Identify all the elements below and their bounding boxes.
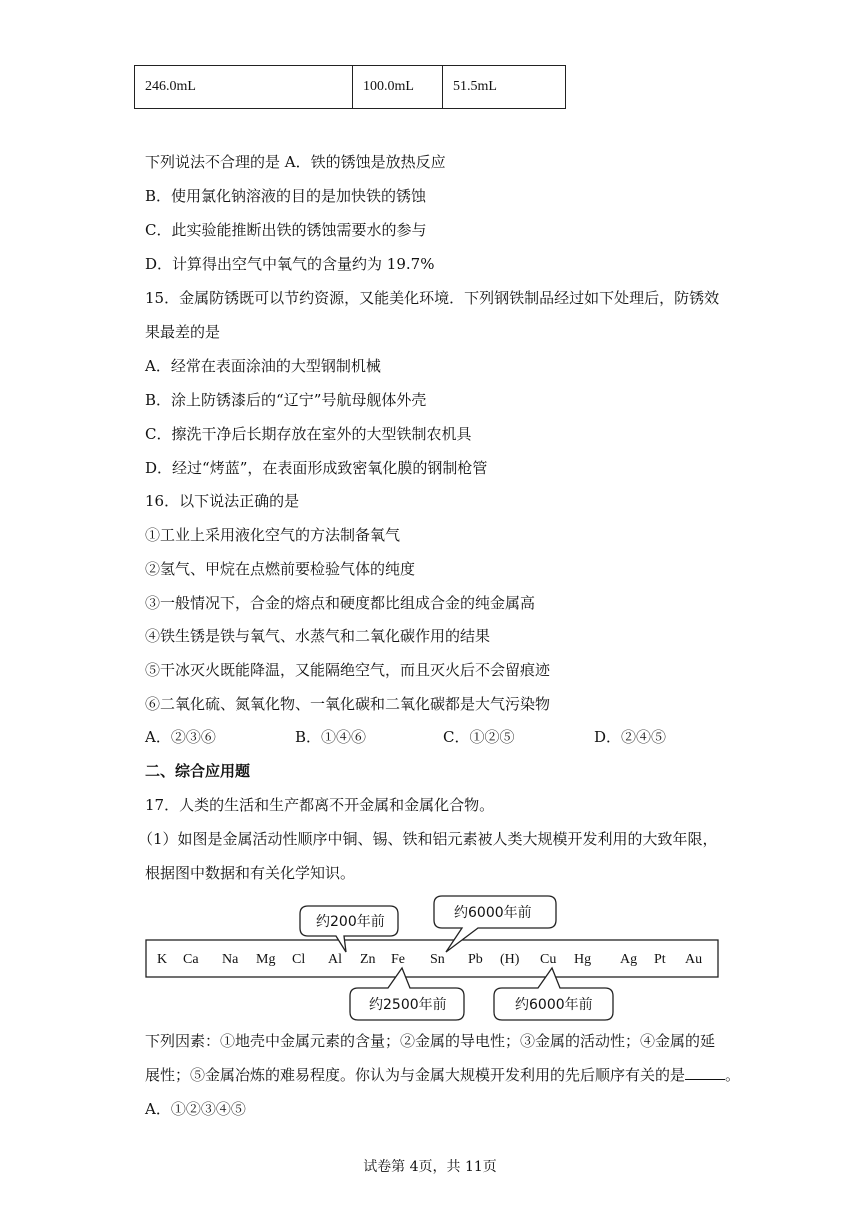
q16-option-d: D．②④⑤ (594, 728, 667, 746)
q14-option-d: D．计算得出空气中氧气的含量约为 19.7% (145, 255, 435, 273)
q16-item: ⑤干冰灭火既能降温，又能隔绝空气，而且灭火后不会留痕迹 (145, 661, 551, 679)
q16-item: ③一般情况下，合金的熔点和硬度都比组成合金的纯金属高 (145, 594, 536, 612)
q16-option-c: C．①②⑤ (443, 728, 515, 746)
q17-part1-line2: 根据图中数据和有关化学知识。 (145, 864, 356, 882)
element-label: Ag (620, 952, 638, 967)
table-cell: 51.5mL (443, 66, 566, 109)
q17-factors-line1: 下列因素：①地壳中金属元素的含量；②金属的导电性；③金属的活动性；④金属的延 (145, 1032, 716, 1050)
q15-option-c: C．擦洗干净后长期存放在室外的大型铁制农机具 (145, 425, 472, 443)
q16-item: ②氢气、甲烷在点燃前要检验气体的纯度 (145, 560, 416, 578)
element-label: Mg (256, 952, 276, 967)
q17-option-a: A．①②③④⑤ (145, 1100, 246, 1118)
answer-blank[interactable] (685, 1065, 725, 1080)
q17-factors-line2 (145, 1065, 740, 1085)
table-cell: 100.0mL (353, 66, 443, 109)
q14-option-b: B．使用氯化钠溶液的目的是加快铁的锈蚀 (145, 187, 427, 205)
element-label: Pb (468, 952, 483, 967)
section-heading: 二、综合应用题 (145, 762, 251, 780)
table-row (135, 66, 566, 109)
element-label: Sn (430, 952, 445, 967)
q17-factors-line2-text: 展性；⑤金属冶炼的难易程度。你认为与金属大规模开发利用的先后顺序有关的是 (145, 1066, 686, 1084)
page-footer: 试卷第 4页，共 11页 (363, 1159, 497, 1175)
q15-stem-line2: 果最差的是 (145, 323, 221, 341)
q15-stem-line1: 15．金属防锈既可以节约资源，又能美化环境．下列钢铁制品经过如下处理后，防锈效 (145, 289, 720, 307)
q16-stem: 16．以下说法正确的是 (145, 492, 300, 510)
element-label: Au (685, 952, 703, 967)
element-label: Zn (360, 952, 376, 967)
table-cell: 246.0mL (135, 66, 353, 109)
element-label: Al (328, 952, 342, 967)
activity-series-diagram (140, 890, 730, 1025)
element-label: Ca (183, 952, 199, 967)
q15-option-a: A．经常在表面涂油的大型钢制机械 (145, 357, 381, 375)
callout-al-label: 约200年前 (316, 914, 385, 930)
q15-option-d: D．经过“烤蓝”，在表面形成致密氧化膜的钢制枪管 (145, 459, 488, 477)
callout-cu-label: 约6000年前 (515, 997, 593, 1013)
q16-option-b: B．①④⑥ (295, 728, 367, 746)
q14-stem-option-a: 下列说法不合理的是 A．铁的锈蚀是放热反应 (145, 153, 446, 171)
q17-part1-line1: （1）如图是金属活动性顺序中铜、锡、铁和铝元素被人类大规模开发利用的大致年限， (138, 830, 718, 848)
q16-item: ①工业上采用液化空气的方法制备氧气 (145, 526, 401, 544)
callout-fe-label: 约2500年前 (369, 997, 447, 1013)
q14-option-c: C．此实验能推断出铁的锈蚀需要水的参与 (145, 221, 427, 239)
element-label: Cl (292, 952, 306, 967)
q16-option-a: A．②③⑥ (145, 728, 216, 746)
q17-stem: 17．人类的生活和生产都离不开金属和金属化合物。 (145, 796, 495, 814)
q16-item: ④铁生锈是铁与氧气、水蒸气和二氧化碳作用的结果 (145, 627, 491, 645)
element-label: (H) (500, 952, 520, 967)
q17-factors-line2-end: 。 (725, 1066, 741, 1084)
element-label: Fe (391, 952, 405, 967)
q15-option-b: B．涂上防锈漆后的“辽宁”号航母舰体外壳 (145, 391, 427, 409)
element-label: K (157, 952, 168, 967)
element-label: Na (222, 952, 239, 967)
element-label: Hg (574, 952, 592, 967)
element-label: Pt (654, 952, 666, 967)
measurement-table (134, 65, 566, 109)
q16-item: ⑥二氧化硫、氮氧化物、一氧化碳和二氧化碳都是大气污染物 (145, 695, 551, 713)
element-label: Cu (540, 952, 557, 967)
callout-sn-label: 约6000年前 (454, 905, 532, 921)
